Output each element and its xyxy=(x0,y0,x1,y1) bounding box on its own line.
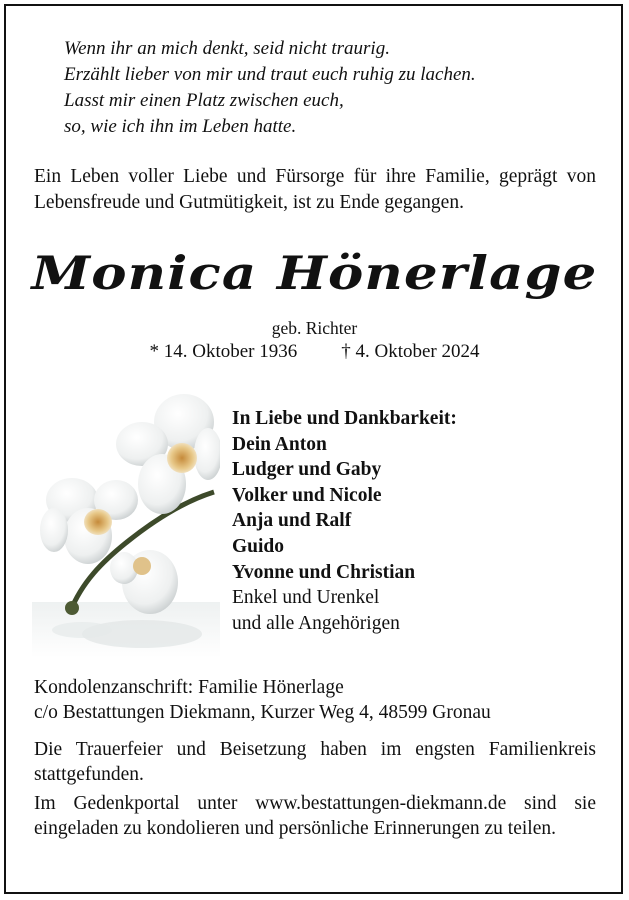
poem-line: Lasst mir einen Platz zwischen euch, xyxy=(64,90,344,111)
deceased-name: Monica Hönerlage xyxy=(31,246,598,300)
mourner-name: Dein Anton xyxy=(232,433,327,455)
mourner-name: Guido xyxy=(232,535,285,557)
contact-line: c/o Bestattungen Diekmann, Kurzer Weg 4, 48599 Gronau xyxy=(34,702,491,723)
poem-line: Wenn ihr an mich denkt, seid nicht traurig. xyxy=(64,38,390,59)
funeral-notice: Die Trauerfeier und Beisetzung haben im engsten Familienkreis stattgefunden. xyxy=(34,739,596,785)
death-date: † 4. Oktober 2024 xyxy=(341,341,480,362)
birth-date: * 14. Oktober 1936 xyxy=(149,341,298,362)
condolence-address xyxy=(34,675,491,725)
life-dates xyxy=(0,341,629,363)
contact-line: Kondolenzanschrift: Familie Hönerlage xyxy=(34,677,344,698)
intro-text: Ein Leben voller Liebe und Fürsorge für ihre Familie, geprägt von Lebensfreude und Gutmütigkeit, ist zu Ende gegangen. xyxy=(34,166,596,213)
mourners-list xyxy=(232,406,457,636)
mourner-name: Volker und Nicole xyxy=(232,484,382,506)
memorial-portal-text: Im Gedenkportal unter www.bestattungen-diekmann.de sind sie eingeladen zu kondolieren und persönliche Erinnerungen zu teilen. xyxy=(34,793,596,839)
mourner-group: Enkel und Urenkel xyxy=(232,587,380,609)
poem-line: Erzählt lieber von mir und traut euch ruhig zu lachen. xyxy=(64,64,476,85)
mourner-group: und alle Angehörigen xyxy=(232,612,400,634)
mourner-name: Anja und Ralf xyxy=(232,510,352,532)
poem-line: so, wie ich ihn im Leben hatte. xyxy=(64,116,297,137)
orchid-image xyxy=(32,372,220,658)
maiden-name: geb. Richter xyxy=(271,318,358,338)
mourner-name: Ludger und Gaby xyxy=(232,459,382,481)
poem xyxy=(64,36,476,140)
mourners-heading: In Liebe und Dankbarkeit: xyxy=(232,408,457,429)
mourner-name: Yvonne und Christian xyxy=(232,561,416,583)
